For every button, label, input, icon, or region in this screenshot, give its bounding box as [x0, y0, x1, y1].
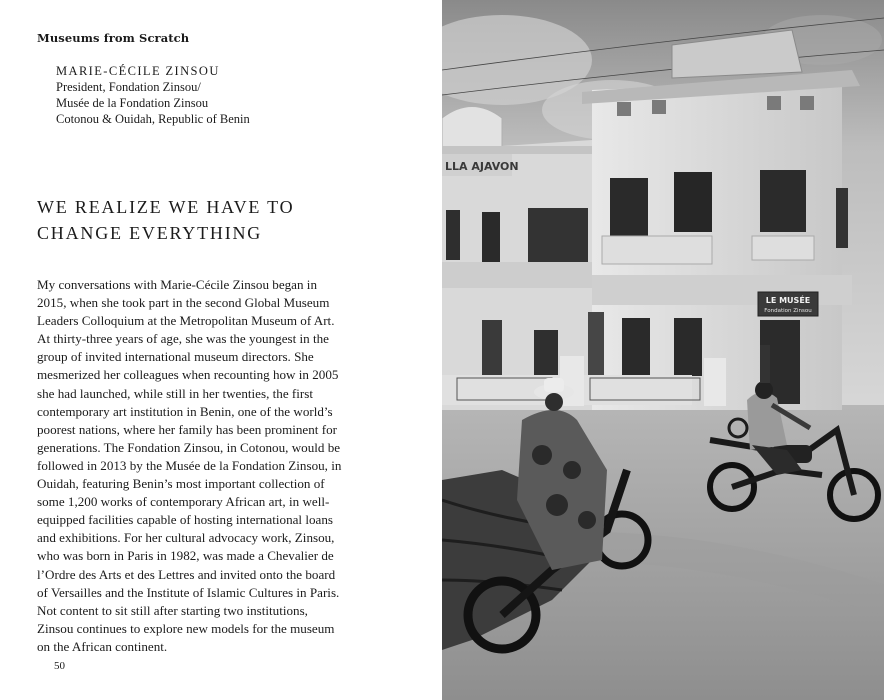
ground-window [622, 318, 650, 378]
robe-pattern [563, 461, 581, 479]
left-window [528, 208, 588, 262]
left-balcony-band [442, 262, 592, 288]
gate-post [704, 358, 726, 406]
body-line: generations. The Fondation Zinsou, in Cotonou, would be [37, 439, 341, 455]
body-line: l’Ordre des Arts et des Lettres and invited onto the board [37, 566, 336, 582]
page-number: 50 [54, 660, 65, 672]
body-line: followed in 2013 by the Musée de la Fondation Zinsou, in [37, 457, 342, 473]
body-line: on the African continent. [37, 638, 168, 654]
building-sign: LLA AJAVON [445, 160, 519, 173]
pillar-ornament [588, 312, 604, 382]
upper-window [652, 100, 666, 114]
upper-window [617, 102, 631, 116]
body-line: some 1,200 works of contemporary African art, in well- [37, 494, 330, 510]
upper-window [800, 96, 814, 110]
pediment [442, 107, 502, 151]
street-photo [442, 0, 884, 700]
byline-title: President, Fondation Zinsou/ [56, 80, 201, 94]
balcony [602, 236, 712, 264]
body-line: mesmerized her colleagues when recounting how in 2005 [37, 367, 339, 383]
robe-pattern [532, 445, 552, 465]
body-line: who was born in Paris in 1982, was made a Chevalier de [37, 548, 334, 564]
robe-pattern [546, 494, 568, 516]
left-window [482, 212, 500, 262]
rider-head [755, 381, 773, 399]
left-window [446, 210, 460, 260]
body-line: Not content to sit still after starting two institutions, [37, 602, 308, 618]
rider-head [545, 393, 563, 411]
body-line: she had launched, while still in her twenties, the first [37, 385, 313, 401]
body-line: poorest nations, where her family has been prominent for [37, 421, 337, 437]
robe-pattern [578, 511, 596, 529]
rider-hat-crown [544, 378, 564, 392]
byline [56, 63, 250, 127]
running-head: Museums from Scratch [37, 31, 190, 45]
body-line: 2015, when she took part in the second Global Museum [37, 295, 330, 311]
byline-organization: Musée de la Fondation Zinsou [56, 96, 209, 110]
heading-line: CHANGE EVERYTHING [37, 223, 263, 243]
right-page [442, 0, 884, 700]
byline-location: Cotonou & Ouidah, Republic of Benin [56, 112, 250, 126]
body-line: equipped facilities capable of hosting international loans [37, 512, 333, 528]
main-window [674, 172, 712, 232]
body-line: Leaders Colloquium at the Metropolitan Museum of Art. [37, 313, 335, 329]
background-person [760, 345, 770, 383]
body-line: Zinsou continues to explore new models for the museum [37, 620, 335, 636]
ground-window [674, 318, 702, 376]
heading-line: WE REALIZE WE HAVE TO [37, 197, 295, 217]
main-window [836, 188, 848, 248]
body-text [37, 276, 387, 656]
byline-name: MARIE-CÉCILE ZINSOU [56, 64, 220, 78]
upper-window [767, 96, 781, 110]
body-line: Ouidah, featuring Benin’s most important collection of [37, 476, 325, 492]
left-cornice [442, 146, 592, 154]
museum-sign-subtitle: Fondation Zinsou [764, 308, 812, 314]
body-line: of Versailles and the Institute of Islamic Cultures in Paris. [37, 584, 340, 600]
balcony [752, 236, 814, 260]
chapter-heading [37, 194, 294, 246]
body-line: contemporary art institution in Benin, one of the world’s [37, 403, 333, 419]
body-line: and exhibitions. For her cultural advocacy work, Zinsou, [37, 530, 335, 546]
body-line: My conversations with Marie-Cécile Zinsou began in [37, 277, 317, 292]
museum-sign-title: LE MUSÉE [765, 296, 811, 305]
body-line: At thirty-three years of age, she was the youngest in the [37, 331, 329, 347]
body-line: group of invited international museum directors. She [37, 349, 314, 365]
main-window [760, 170, 806, 232]
main-window [610, 178, 648, 240]
